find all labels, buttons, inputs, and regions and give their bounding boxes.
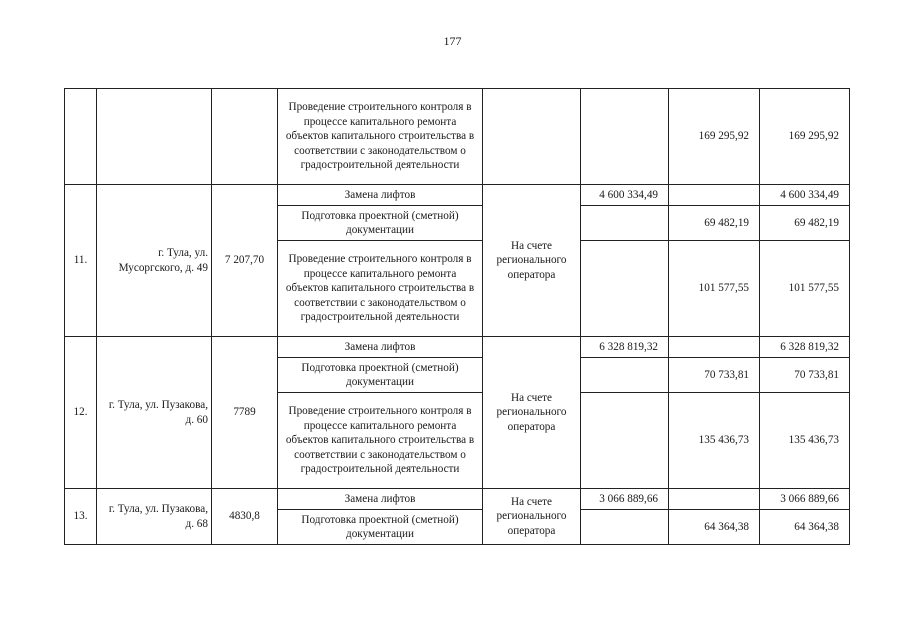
table-row bbox=[65, 489, 850, 510]
table-row bbox=[65, 337, 850, 358]
work-type-cell: Проведение строительного контроля в процессе капитального ремонта объектов капитального строительства в соответствии с законодательством о градостроительной деятельности bbox=[278, 393, 483, 489]
work-type-cell: Замена лифтов bbox=[278, 337, 483, 358]
address-cell: г. Тула, ул. Пузакова, д. 68 bbox=[97, 489, 212, 545]
amount-cell: 6 328 819,32 bbox=[581, 337, 669, 358]
amount-cell bbox=[581, 510, 669, 545]
amount-cell bbox=[581, 241, 669, 337]
amount-cell bbox=[581, 393, 669, 489]
total-cell: 70 733,81 bbox=[760, 358, 850, 393]
amount-cell: 69 482,19 bbox=[669, 206, 760, 241]
amount-cell: 3 066 889,66 bbox=[581, 489, 669, 510]
funding-cell: На счете регионального оператора bbox=[483, 489, 581, 545]
total-cell: 64 364,38 bbox=[760, 510, 850, 545]
total-cell: 101 577,55 bbox=[760, 241, 850, 337]
amount-cell: 70 733,81 bbox=[669, 358, 760, 393]
work-type-cell: Проведение строительного контроля в процессе капитального ремонта объектов капитального строительства в соответствии с законодательством о градостроительной деятельности bbox=[278, 241, 483, 337]
work-type-cell: Замена лифтов bbox=[278, 489, 483, 510]
work-type-cell: Подготовка проектной (сметной) документации bbox=[278, 358, 483, 393]
amount-cell bbox=[581, 89, 669, 185]
amount-cell bbox=[669, 337, 760, 358]
funding-cell: На счете регионального оператора bbox=[483, 185, 581, 337]
total-cell: 135 436,73 bbox=[760, 393, 850, 489]
total-cell: 69 482,19 bbox=[760, 206, 850, 241]
address-cell: г. Тула, ул. Мусоргского, д. 49 bbox=[97, 185, 212, 337]
row-number: 12. bbox=[65, 337, 97, 489]
amount-cell: 4 600 334,49 bbox=[581, 185, 669, 206]
page-number: 177 bbox=[443, 34, 462, 48]
table-row bbox=[65, 185, 850, 206]
amount-cell bbox=[581, 358, 669, 393]
work-type-cell: Подготовка проектной (сметной) документации bbox=[278, 510, 483, 545]
area-cell: 4830,8 bbox=[212, 489, 278, 545]
funding-cell: На счете регионального оператора bbox=[483, 337, 581, 489]
area-cell: 7789 bbox=[212, 337, 278, 489]
total-cell: 4 600 334,49 bbox=[760, 185, 850, 206]
row-number: 13. bbox=[65, 489, 97, 545]
amount-cell: 64 364,38 bbox=[669, 510, 760, 545]
table-row bbox=[65, 89, 850, 185]
work-type-cell: Проведение строительного контроля в процессе капитального ремонта объектов капитального строительства в соответствии с законодательством о градостроительной деятельности bbox=[278, 89, 483, 185]
total-cell: 169 295,92 bbox=[760, 89, 850, 185]
address-cell: г. Тула, ул. Пузакова, д. 60 bbox=[97, 337, 212, 489]
num-cell bbox=[65, 89, 97, 185]
area-cell bbox=[212, 89, 278, 185]
amount-cell bbox=[581, 206, 669, 241]
address-cell bbox=[97, 89, 212, 185]
work-type-cell: Замена лифтов bbox=[278, 185, 483, 206]
amount-cell: 101 577,55 bbox=[669, 241, 760, 337]
total-cell: 3 066 889,66 bbox=[760, 489, 850, 510]
work-type-cell: Подготовка проектной (сметной) документации bbox=[278, 206, 483, 241]
repair-works-table bbox=[64, 88, 850, 545]
amount-cell bbox=[669, 185, 760, 206]
total-cell: 6 328 819,32 bbox=[760, 337, 850, 358]
funding-cell bbox=[483, 89, 581, 185]
amount-cell: 169 295,92 bbox=[669, 89, 760, 185]
amount-cell: 135 436,73 bbox=[669, 393, 760, 489]
amount-cell bbox=[669, 489, 760, 510]
area-cell: 7 207,70 bbox=[212, 185, 278, 337]
row-number: 11. bbox=[65, 185, 97, 337]
